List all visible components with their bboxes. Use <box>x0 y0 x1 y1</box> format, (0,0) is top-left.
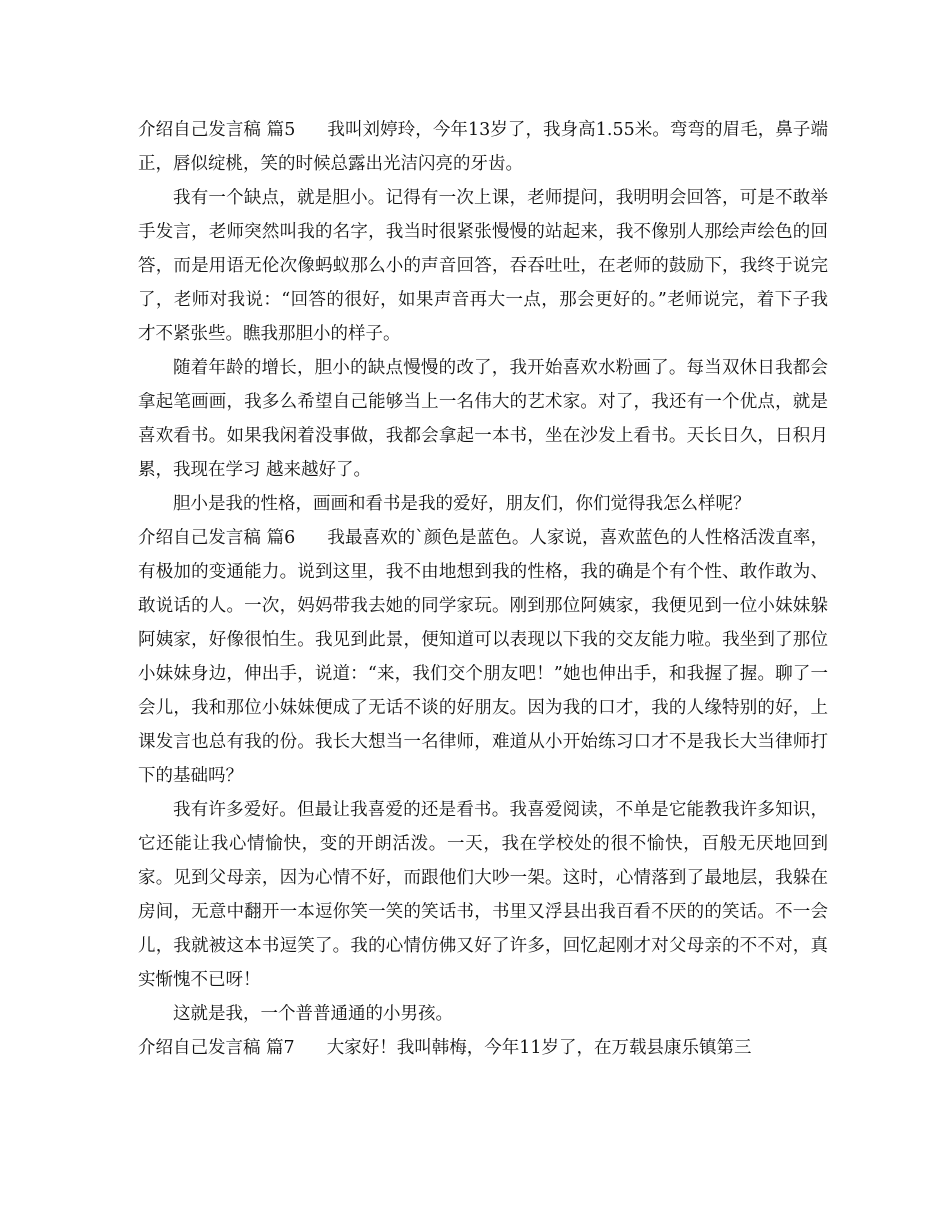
paragraph-text: 我叫刘婷玲，今年13岁了，我身高1.55米。弯弯的眉毛，鼻子端正，唇似绽桃，笑的时候总露出光洁闪亮的牙齿。 <box>138 120 828 174</box>
paragraph-text: 我有许多爱好。但最让我喜爱的还是看书。我喜爱阅读，不单是它能教我许多知识，它还能让我心情愉快，变的开朗活泼。一天，我在学校处的很不愉快，百般无厌地回到家。见到父母亲，因为心情不好，而跟他们大吵一架。这时，心情落到了最地层，我躲在房间，无意中翻开一本逗你笑一笑的笑话书，书里又浮县出我百看不厌的的笑话。不一会儿，我就被这本书逗笑了。我的心情仿佛又好了许多，回忆起刚才对父母亲的不不对，真实惭愧不已呀！ <box>138 800 828 990</box>
section-paragraph <box>138 1031 828 1065</box>
section-heading: 介绍自己发言稿 篇7 <box>138 1038 295 1058</box>
section-heading: 介绍自己发言稿 篇6 <box>138 528 296 548</box>
body-paragraph <box>138 793 828 997</box>
section-paragraph <box>138 113 828 181</box>
body-paragraph <box>138 487 828 521</box>
section-heading: 介绍自己发言稿 篇5 <box>138 120 296 140</box>
body-paragraph <box>138 997 828 1031</box>
paragraph-text: 我有一个缺点，就是胆小。记得有一次上课，老师提问，我明明会回答，可是不敢举手发言，老师突然叫我的名字，我当时很紧张慢慢的站起来，我不像别人那绘声绘色的回答，而是用语无伦次像蚂蚁那么小的声音回答，吞吞吐吐，在老师的鼓励下，我终于说完了，老师对我说：“回答的很好，如果声音再大一点，那会更好的。”老师说完，着下子我才不紧张些。瞧我那胆小的样子。 <box>138 188 828 344</box>
paragraph-text: 胆小是我的性格，画画和看书是我的爱好，朋友们，你们觉得我怎么样呢？ <box>173 494 751 514</box>
body-paragraph <box>138 351 828 487</box>
paragraph-text: 我最喜欢的`颜色是蓝色。人家说，喜欢蓝色的人性格活泼直率，有极加的变通能力。说到这里，我不由地想到我的性格，我的确是个有个性、敢作敢为、敢说话的人。一次，妈妈带我去她的同学家玩。刚到那位阿姨家，我便见到一位小妹妹躲阿姨家，好像很怕生。我见到此景，便知道可以表现以下我的交友能力啦。我坐到了那位小妹妹身边，伸出手，说道：“来，我们交个朋友吧！”她也伸出手，和我握了握。聊了一会儿，我和那位小妹妹便成了无话不谈的好朋友。因为我的口才，我的人缘特别的好，上课发言也总有我的份。我长大想当一名律师，难道从小开始练习口才不是我长大当律师打下的基础吗？ <box>138 528 829 786</box>
document-body <box>138 113 828 1065</box>
body-paragraph <box>138 181 828 351</box>
paragraph-text: 大家好！我叫韩梅，今年11岁了，在万载县康乐镇第三 <box>326 1038 752 1058</box>
section-paragraph <box>138 521 828 793</box>
paragraph-text: 随着年龄的增长，胆小的缺点慢慢的改了，我开始喜欢水粉画了。每当双休日我都会拿起笔画画，我多么希望自己能够当上一名伟大的艺术家。对了，我还有一个优点，就是喜欢看书。如果我闲着没事做，我都会拿起一本书，坐在沙发上看书。天长日久，日积月累，我现在学习 越来越好了。 <box>138 358 828 480</box>
paragraph-text: 这就是我，一个普普通通的小男孩。 <box>173 1004 453 1024</box>
